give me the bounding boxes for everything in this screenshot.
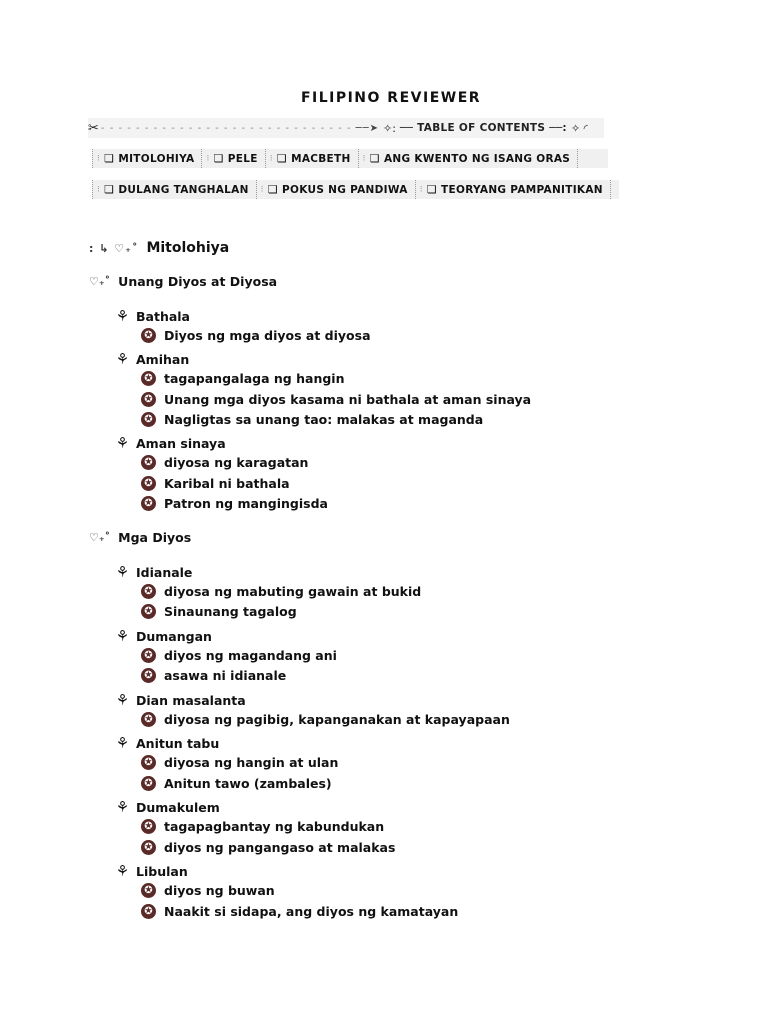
entry-name: Anitun tabu [136,735,220,751]
star-bullet-icon: ✪ [141,604,156,619]
dots-icon: ⁝ [97,153,101,164]
section-title: Mitolohiya [146,240,230,256]
star-bullet-icon: ✪ [141,496,156,511]
list-item-text: Naakit si sidapa, ang diyos ng kamatayan [164,904,459,919]
list-item-text: asawa ni idianale [164,668,287,683]
entry-name: Aman sinaya [136,435,226,451]
list-item [141,328,371,343]
star-bullet-icon: ✪ [141,412,156,427]
star-bullet-icon: ✪ [141,776,156,791]
figure-icon: ⚘ [115,862,130,880]
list-item [141,584,421,599]
figure-icon: ⚘ [115,434,130,452]
toc-link-dulang-tanghalan[interactable] [92,180,256,199]
tab-divider [610,180,614,199]
toc-link-ang-kwento[interactable] [358,149,578,168]
toc-link-label: ANG KWENTO NG ISANG ORAS [383,152,571,165]
list-item [141,776,332,791]
star-bullet-icon: ✪ [141,371,156,386]
entry-dumangan [113,627,212,645]
dots-icon: ⁝ [260,184,264,195]
list-item-text: Nagligtas sa unang tao: malakas at maganda [164,412,484,427]
toc-link-label: DULANG TANGHALAN [118,183,249,196]
star-bullet-icon: ✪ [141,755,156,770]
figure-icon: ⚘ [115,350,130,368]
list-item [141,755,338,770]
subheading-unang-diyos [89,274,277,289]
entry-name: Libulan [136,863,188,879]
list-item-text: diyos ng buwan [164,883,275,898]
star-bullet-icon: ✪ [141,668,156,683]
star-bullet-icon: ✪ [141,712,156,727]
entry-name: Idianale [136,564,193,580]
entry-aman-sinaya [113,434,226,452]
star-bullet-icon: ✪ [141,840,156,855]
figure-icon: ⚘ [115,563,130,581]
toc-link-macbeth[interactable] [265,149,358,168]
list-item-text: Karibal ni bathala [164,476,290,491]
toc-link-label: POKUS NG PANDIWA [282,183,408,196]
star-bullet-icon: ✪ [141,904,156,919]
star-bullet-icon: ✪ [141,584,156,599]
list-item-text: tagapangalaga ng hangin [164,371,345,386]
list-item-text: Anitun tawo (zambales) [164,776,332,791]
list-item [141,712,510,727]
list-item-text: Unang mga diyos kasama ni bathala at aman sinaya [164,392,532,407]
list-item [141,392,531,407]
page-title: FILIPINO REVIEWER [300,90,482,106]
list-item [141,412,483,427]
list-item-text: diyosa ng karagatan [164,455,309,470]
list-item [141,455,308,470]
entry-libulan [113,862,188,880]
toc-link-label: MITOLOHIYA [118,152,195,165]
checkbox-icon: ❏ [104,183,115,196]
list-item-text: Patron ng mangingisda [164,496,328,511]
toc-link-pokus-ng-pandiwa[interactable] [256,180,415,199]
entry-name: Dumangan [136,628,212,644]
dots-icon: ⁝ [419,184,423,195]
heart-sparkle-icon: : ↳ ♡₊˚ [89,241,139,255]
sparkle-icon: ✧: [382,121,396,135]
toc-dashes: - - - - - - - - - - - - - - - - - - - - - - - - - - - - - [100,122,352,134]
entry-bathala [113,307,190,325]
list-item [141,604,297,619]
subheading-title: Unang Diyos at Diyosa [118,274,278,289]
star-bullet-icon: ✪ [141,648,156,663]
toc-link-label: MACBETH [291,152,351,165]
entry-name: Dumakulem [136,799,220,815]
toc-link-teoryang-pampanitikan[interactable] [415,180,610,199]
list-item [141,840,395,855]
list-item [141,668,286,683]
toc-label: ── TABLE OF CONTENTS ──: [399,122,567,134]
subheading-title: Mga Diyos [118,530,192,545]
star-bullet-icon: ✪ [141,392,156,407]
toc-link-pele[interactable] [201,149,264,168]
entry-dian-masalanta [113,691,246,709]
entry-name: Dian masalanta [136,692,246,708]
list-item-text: diyosa ng hangin at ulan [164,755,339,770]
list-item-text: tagapagbantay ng kabundukan [164,819,385,834]
toc-row-1 [92,149,608,168]
toc-link-label: TEORYANG PAMPANITIKAN [441,183,603,196]
scissors-icon: ✂ [88,120,99,136]
sparkle-icon: ✧ ◜ [570,121,588,135]
list-item [141,883,275,898]
toc-link-label: PELE [227,152,258,165]
checkbox-icon: ❏ [104,152,115,165]
subheading-mga-diyos [89,530,191,545]
star-bullet-icon: ✪ [141,476,156,491]
list-item [141,496,328,511]
list-item [141,904,458,919]
list-item [141,371,344,386]
toc-row-2 [92,180,619,199]
list-item-text: diyos ng pangangaso at malakas [164,840,396,855]
figure-icon: ⚘ [115,307,130,325]
dots-icon: ⁝ [97,184,101,195]
figure-icon: ⚘ [115,798,130,816]
star-bullet-icon: ✪ [141,328,156,343]
dots-icon: ⁝ [206,153,210,164]
star-bullet-icon: ✪ [141,455,156,470]
checkbox-icon: ❏ [267,183,279,196]
dots-icon: ⁝ [362,153,366,164]
entry-dumakulem [113,798,220,816]
toc-arrow: ──➤ [355,122,379,134]
list-item [141,648,337,663]
heart-sparkle-icon: ♡₊˚ [89,275,111,288]
list-item-text: diyos ng magandang ani [164,648,337,663]
star-bullet-icon: ✪ [141,819,156,834]
checkbox-icon: ❏ [426,183,438,196]
list-item-text: Diyos ng mga diyos at diyosa [164,328,371,343]
list-item-text: Sinaunang tagalog [164,604,297,619]
toc-link-mitolohiya[interactable] [92,149,201,168]
list-item [141,819,384,834]
entry-amihan [113,350,189,368]
entry-name: Amihan [136,351,190,367]
entry-anitun-tabu [113,734,219,752]
figure-icon: ⚘ [115,734,130,752]
list-item-text: diyosa ng mabuting gawain at bukid [164,584,422,599]
figure-icon: ⚘ [115,627,130,645]
list-item [141,476,290,491]
tab-divider [577,149,581,168]
checkbox-icon: ❏ [213,152,224,165]
dots-icon: ⁝ [269,153,273,164]
figure-icon: ⚘ [115,691,130,709]
checkbox-icon: ❏ [276,152,288,165]
star-bullet-icon: ✪ [141,883,156,898]
checkbox-icon: ❏ [369,152,380,165]
section-heading-mitolohiya [89,240,229,256]
heart-sparkle-icon: ♡₊˚ [89,531,111,544]
entry-name: Bathala [136,308,190,324]
toc-divider [88,118,604,138]
entry-idianale [113,563,192,581]
list-item-text: diyosa ng pagibig, kapanganakan at kapayapaan [164,712,510,727]
